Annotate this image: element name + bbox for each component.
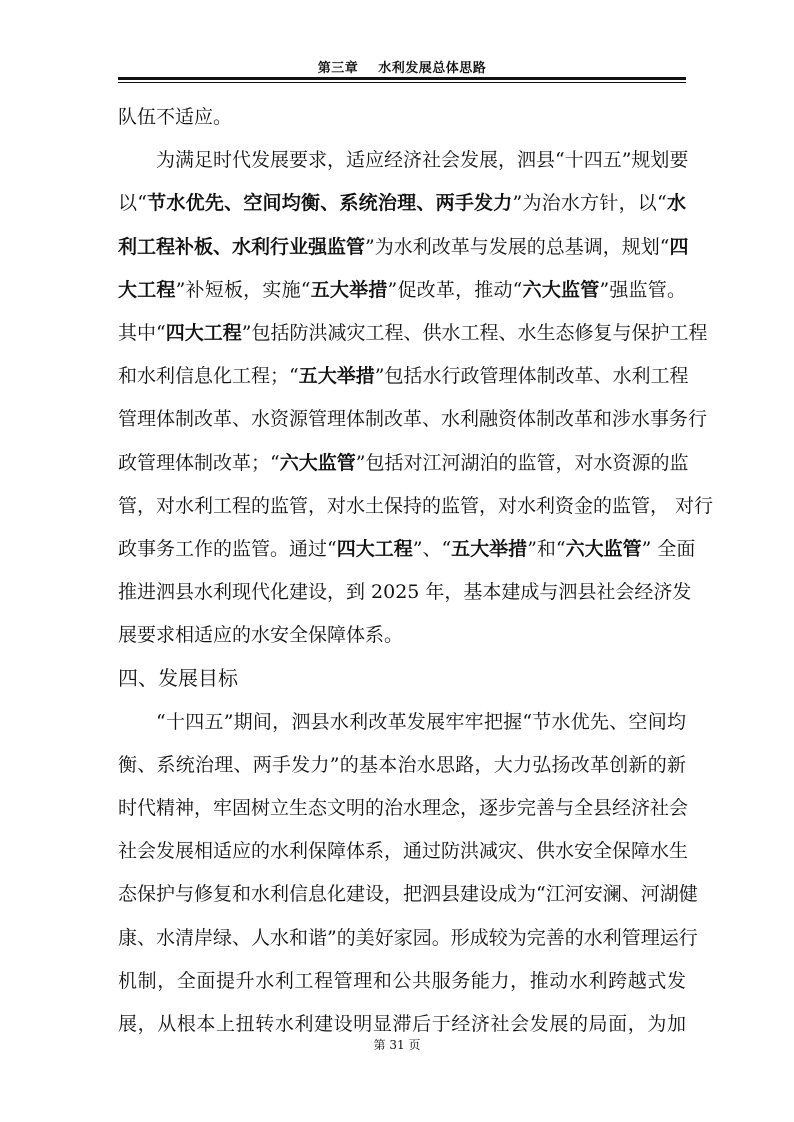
text-line — [118, 744, 686, 787]
text-run: 态保护与修复和水利信息化建设，把泗县建设成为“江河安澜、河湖健 — [118, 883, 698, 906]
section-heading: 四、发展目标 — [118, 666, 238, 691]
text-run: 机制，全面提升水利工程管理和公共服务能力，推动水利跨越式发 — [118, 969, 686, 992]
text-run: 时代精神，牢固树立生态文明的治水理念，逐步完善与全县经济社会 — [118, 797, 689, 819]
text-line — [118, 355, 689, 398]
text-line — [118, 571, 692, 614]
text-run: ”包括对江河湖泊的监管，对水资源的监 — [355, 451, 689, 474]
text-line — [118, 182, 686, 225]
bold-term: 四大工程 — [336, 537, 413, 560]
header-rule-thin — [118, 82, 686, 83]
bold-term: 五大举措 — [451, 537, 528, 560]
page-header — [118, 52, 686, 86]
text-run: 社会发展相适应的水利保障体系，通过防洪减灾、供水安全保障水生 — [118, 840, 689, 863]
text-run: 展，从根本上扭转水利建设明显滞后于经济社会发展的局面，为加 — [118, 1012, 686, 1035]
text-run: 推进泗县水利现代化建设，到 2025 年，基本建成与泗县社会经济发 — [118, 581, 692, 604]
text-run: 康、水清岸绿、人水和谐”的美好家园。形成较为完善的水利管理运行 — [118, 926, 698, 949]
header-rule-thick — [118, 77, 686, 80]
text-line — [118, 701, 686, 744]
bold-term: 六大监管 — [522, 278, 600, 301]
text-line — [118, 873, 698, 916]
bold-term: 六大监管 — [279, 451, 356, 474]
text-run: 以“ — [118, 192, 147, 215]
text-run: ”补短板，实施“ — [175, 278, 311, 301]
bold-term: 大工程 — [118, 278, 176, 301]
text-line — [118, 442, 689, 485]
text-run: 政事务工作的监管。通过“ — [118, 537, 337, 560]
text-run: ”包括防洪减灾工程、供水工程、水生态修复与保护工程 — [241, 321, 708, 344]
text-line — [118, 917, 698, 960]
text-run: ”和“ — [527, 537, 566, 560]
text-line — [118, 398, 708, 441]
body-text — [118, 96, 714, 1046]
text-line — [118, 139, 689, 182]
text-line — [118, 226, 689, 269]
bold-term: 五大举措 — [298, 365, 375, 388]
text-run: ”强监管。 — [599, 278, 686, 301]
text-line — [118, 787, 689, 830]
text-run: 其中“ — [118, 321, 166, 344]
text-line — [118, 485, 714, 528]
text-run: 管理体制改革、水资源管理体制改革、水利融资体制改革和涉水事务行 — [118, 408, 708, 431]
text-line — [118, 269, 686, 312]
chapter-title: 第三章 水利发展总体思路 — [317, 61, 487, 76]
text-run: ”促改革，推动“ — [387, 278, 523, 301]
bold-term: 四 — [669, 235, 689, 258]
text-run: 管，对水利工程的监管，对水土保持的监管，对水利资金的监管， 对行 — [118, 494, 714, 517]
text-run: 为满足时代发展要求，适应经济社会发展，泗县“十四五”规划要 — [156, 149, 689, 172]
text-run: “十四五”期间，泗县水利改革发展牢牢把握“节水优先、空间均 — [156, 710, 686, 733]
page-number: 第 31 页 — [373, 1038, 421, 1052]
text-line — [118, 830, 689, 873]
text-run: 衡、系统治理、两手发力”的基本治水思路，大力弘扬改革创新的新 — [118, 753, 686, 776]
bold-term: 利工程补板、水利行业强监管 — [118, 235, 366, 258]
text-run: 和水利信息化工程；“ — [118, 365, 299, 388]
text-line — [118, 614, 686, 657]
text-run: ”为水利改革与发展的总基调，规划“ — [365, 235, 670, 258]
bold-term: 五大举措 — [310, 278, 388, 301]
text-run: 政管理体制改革；“ — [118, 451, 280, 474]
text-run: ” 全面 — [641, 537, 696, 560]
text-run: ”、“ — [412, 537, 452, 560]
text-line — [118, 528, 696, 571]
bold-term: 四大工程 — [165, 321, 242, 344]
text-run: ”包括水行政管理体制改革、水利工程 — [374, 365, 689, 388]
text-run: 展要求相适应的水安全保障体系。 — [118, 624, 404, 647]
bold-term: 节水优先、空间均衡、系统治理、两手发力 — [146, 192, 513, 215]
text-line — [118, 960, 686, 1003]
bold-term: 水 — [666, 192, 686, 215]
text-line — [118, 312, 708, 355]
text-run: 队伍不适应。 — [118, 106, 233, 128]
text-line — [118, 96, 686, 139]
text-run: ”为治水方针，以“ — [512, 192, 667, 215]
bold-term: 六大监管 — [565, 537, 642, 560]
